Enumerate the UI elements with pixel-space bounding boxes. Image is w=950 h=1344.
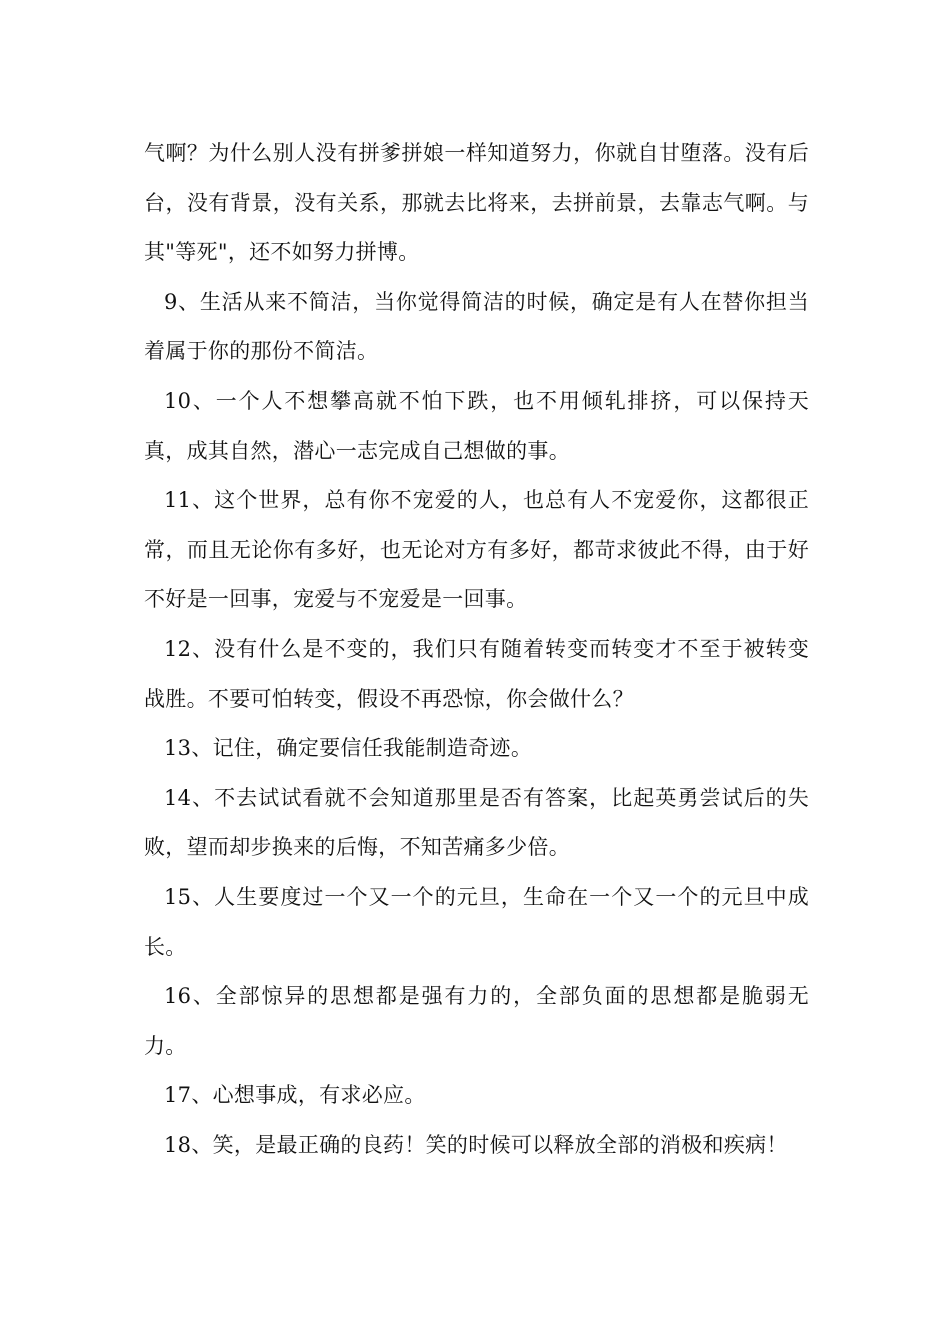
paragraph-item-12: 12、没有什么是不变的，我们只有随着转变而转变才不至于被转变战胜。不要可怕转变，假设不再恐惊，你会做什么？ (144, 636, 809, 711)
paragraph-item-16: 16、全部惊异的思想都是强有力的，全部负面的思想都是脆弱无力。 (144, 984, 809, 1058)
paragraph-continued: 气啊？为什么别人没有拼爹拼娘一样知道努力，你就自甘堕落。没有后台，没有背景，没有关系，那就去比将来，去拼前景，去靠志气啊。与其"等死"，还不如努力拼博。 (144, 141, 809, 265)
document-body (144, 129, 809, 1170)
paragraph-item-13: 13、记住，确定要信任我能制造奇迹。 (164, 736, 533, 761)
paragraph-item-15: 15、人生要度过一个又一个的元旦，生命在一个又一个的元旦中成长。 (144, 884, 809, 959)
paragraph-item-9: 9、生活从来不简洁，当你觉得简洁的时候，确定是有人在替你担当着属于你的那份不简洁。 (144, 289, 809, 364)
paragraph-item-11: 11、这个世界，总有你不宠爱的人，也总有人不宠爱你，这都很正常，而且无论你有多好，也无论对方有多好，都苛求彼此不得，由于好不好是一回事，宠爱与不宠爱是一回事。 (144, 488, 809, 612)
paragraph-item-14: 14、不去试试看就不会知道那里是否有答案，比起英勇尝试后的失败，望而却步换来的后悔，不知苦痛多少倍。 (144, 785, 809, 860)
paragraph-item-10: 10、一个人不想攀高就不怕下跌，也不用倾轧排挤，可以保持天真，成其自然，潜心一志完成自己想做的事。 (144, 388, 809, 463)
paragraph-item-18: 18、笑，是最正确的良药！笑的时候可以释放全部的消极和疾病！ (164, 1132, 788, 1157)
paragraph-item-17: 17、心想事成，有求必应。 (164, 1083, 426, 1108)
